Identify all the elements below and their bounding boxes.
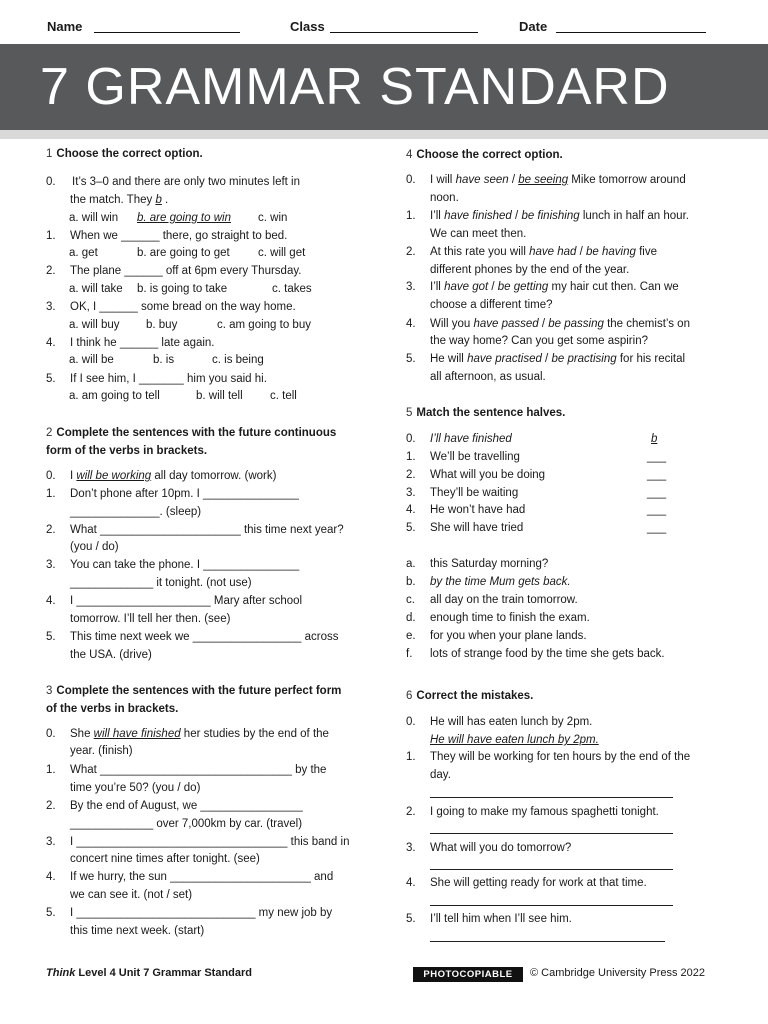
s6-item-number: 4. — [406, 877, 416, 889]
s6-item-text: I’ll tell him when I’ll see him. — [430, 913, 572, 925]
photocopiable-badge: PHOTOCOPIABLE — [413, 967, 523, 982]
s6-item-number: 3. — [406, 842, 416, 854]
s1-item-number: 1. — [46, 230, 56, 242]
s5-example-answer: b — [651, 433, 658, 445]
s2-item-text[interactable]: ______________. (sleep) — [70, 506, 202, 518]
s3-item-number: 5. — [46, 907, 56, 919]
s5-answer-blank[interactable]: ___ — [647, 504, 667, 516]
s6-answer-line[interactable] — [430, 833, 673, 834]
s6-item-number: 0. — [406, 716, 416, 728]
s4-item-text[interactable]: I’ll have finished / be finishing lunch in half an hour. — [430, 210, 689, 222]
s5-half-number: 3. — [406, 487, 416, 499]
s4-item-text: We can meet then. — [430, 228, 527, 240]
s1-options: a. will buy b. buy c. am going to buy — [69, 319, 311, 331]
s1-options: a. will win b. are going to win c. win — [69, 212, 288, 224]
s5-half-text: She will have tried — [430, 522, 524, 534]
s2-item-text[interactable]: Don’t phone after 10pm. I _______________ — [70, 488, 299, 500]
s2-item-text[interactable]: What ______________________ this time next year? — [70, 524, 344, 536]
s5-ending-letter: b. — [406, 576, 416, 588]
s1-item-number: 0. — [46, 176, 56, 188]
s2-item-text: the USA. (drive) — [70, 649, 152, 661]
s1-item-text: When we ______ there, go straight to bed. — [70, 230, 288, 242]
s3-item-text: year. (finish) — [70, 745, 133, 757]
s6-item-number: 5. — [406, 913, 416, 925]
s4-item-text: different phones by the end of the year. — [430, 264, 630, 276]
s1-item-number: 4. — [46, 337, 56, 349]
s2-item-number: 0. — [46, 470, 56, 482]
s4-item-text[interactable]: He will have practised / be practising for his recital — [430, 353, 686, 365]
page-title: 7 GRAMMAR STANDARD — [40, 58, 670, 116]
footer-copyright: © Cambridge University Press 2022 — [530, 967, 706, 979]
s2-item-number: 5. — [46, 631, 56, 643]
s6-example-answer: He will have eaten lunch by 2pm. — [430, 734, 599, 746]
s5-ending-letter: d. — [406, 612, 416, 624]
s3-item-number: 1. — [46, 764, 56, 776]
s4-example-answer: be seeing — [518, 174, 569, 186]
s5-answer-blank[interactable]: ___ — [647, 451, 667, 463]
s2-item-number: 3. — [46, 559, 56, 571]
s6-item-text: She will getting ready for work at that time. — [430, 877, 647, 889]
s4-item-number: 3. — [406, 281, 416, 293]
s1-options: a. will take b. is going to take c. takes — [69, 283, 312, 295]
s1-item-text: If I see him, I _______ him you said hi. — [70, 373, 267, 385]
s5-answer-blank[interactable]: ___ — [647, 487, 667, 499]
s5-answer-blank[interactable]: ___ — [647, 522, 667, 534]
s5-ending-text: enough time to finish the exam. — [430, 612, 590, 624]
section-3-instruction: of the verbs in brackets. — [46, 703, 179, 715]
s3-item-text[interactable]: I ____________________________ my new job by — [70, 907, 333, 919]
s2-item-text[interactable]: You can take the phone. I _______________ — [70, 559, 300, 571]
s2-item-text: I will be working all day tomorrow. (work) — [70, 470, 277, 482]
s5-ending-text: lots of strange food by the time she gets back. — [430, 648, 665, 660]
s4-item-number: 2. — [406, 246, 416, 258]
s2-example-answer: will be working — [76, 470, 152, 482]
s6-item-text: They will be working for ten hours by the end of the — [430, 751, 691, 763]
s3-item-text[interactable]: _____________ over 7,000km by car. (travel) — [70, 818, 303, 830]
s4-item-text: I will have seen / be seeing Mike tomorrow around — [430, 174, 686, 186]
s2-item-number: 1. — [46, 488, 56, 500]
s4-item-text[interactable]: I’ll have got / be getting my hair cut then. Can we — [430, 281, 679, 293]
s1-options: a. am going to tell b. will tell c. tell — [69, 390, 297, 402]
s6-item-number: 2. — [406, 806, 416, 818]
s5-ending-text: for you when your plane lands. — [430, 630, 587, 642]
s3-item-text: time you’re 50? (you / do) — [70, 782, 201, 794]
s3-item-text[interactable]: If we hurry, the sun ______________________ and — [70, 871, 334, 883]
s4-item-text[interactable]: At this rate you will have had / be having five — [430, 246, 657, 258]
s1-example-answer: b — [155, 194, 162, 206]
s5-ending-letter: a. — [406, 558, 416, 570]
s5-half-text: What will you be doing — [430, 469, 546, 481]
s6-answer-line[interactable] — [430, 869, 673, 870]
s5-ending-text: all day on the train tomorrow. — [430, 594, 578, 606]
name-label: Name — [47, 19, 83, 34]
s2-item-number: 4. — [46, 595, 56, 607]
s5-ending-letter: c. — [406, 594, 415, 606]
s1-item-text: The plane ______ off at 6pm every Thursday. — [70, 265, 302, 277]
section-1-instruction: 1 Choose the correct option. — [46, 148, 203, 160]
s4-item-number: 0. — [406, 174, 416, 186]
s2-item-text[interactable]: This time next week we _________________ across — [70, 631, 339, 643]
s6-answer-line[interactable] — [430, 905, 673, 906]
s5-half-number: 2. — [406, 469, 416, 481]
s3-item-text[interactable]: What ______________________________ by the — [70, 764, 327, 776]
s4-item-number: 1. — [406, 210, 416, 222]
s3-item-number: 0. — [46, 728, 56, 740]
s2-item-text: (you / do) — [70, 541, 119, 553]
s5-answer-blank[interactable]: ___ — [647, 469, 667, 481]
s3-item-text: we can see it. (not / set) — [70, 889, 193, 901]
s5-ending-text: this Saturday morning? — [430, 558, 549, 570]
s6-item-text: day. — [430, 769, 451, 781]
s6-item-text: What will you do tomorrow? — [430, 842, 572, 854]
s5-half-text: I’ll have finished — [430, 433, 512, 445]
s6-item-text: I going to make my famous spaghetti tonight. — [430, 806, 659, 818]
s5-half-text: We’ll be travelling — [430, 451, 520, 463]
s1-item-text: the match. They b . — [70, 194, 169, 206]
section-4-instruction: 4 Choose the correct option. — [406, 149, 563, 161]
s5-ending-letter: e. — [406, 630, 416, 642]
section-2-instruction: 2 Complete the sentences with the future continuous — [46, 427, 337, 439]
s4-item-text: noon. — [430, 192, 459, 204]
s6-item-number: 1. — [406, 751, 416, 763]
s1-item-number: 5. — [46, 373, 56, 385]
s3-item-text[interactable]: I _________________________________ this band in — [70, 836, 350, 848]
s3-item-number: 4. — [46, 871, 56, 883]
s4-item-text: all afternoon, as usual. — [430, 371, 546, 383]
s2-item-text[interactable]: _____________ it tonight. (not use) — [70, 577, 252, 589]
s4-item-text: the way home? Can you get some aspirin? — [430, 335, 648, 347]
s3-item-text[interactable]: By the end of August, we ________________ — [70, 800, 303, 812]
s5-ending-text: by the time Mum gets back. — [430, 576, 571, 588]
section-2-instruction: form of the verbs in brackets. — [46, 445, 208, 457]
s5-half-text: He won’t have had — [430, 504, 526, 516]
s6-answer-line[interactable] — [430, 941, 665, 942]
s5-half-number: 1. — [406, 451, 416, 463]
s3-item-number: 3. — [46, 836, 56, 848]
s3-item-text: concert nine times after tonight. (see) — [70, 853, 260, 865]
s5-half-number: 5. — [406, 522, 416, 534]
s1-options: a. get b. are going to get c. will get — [69, 247, 306, 259]
s1-item-text: It’s 3–0 and there are only two minutes left in — [72, 176, 301, 188]
s1-options: a. will be b. is c. is being — [69, 354, 264, 366]
s1-item-number: 3. — [46, 301, 56, 313]
s3-item-number: 2. — [46, 800, 56, 812]
section-6-instruction: 6 Correct the mistakes. — [406, 690, 534, 702]
s1-item-number: 2. — [46, 265, 56, 277]
s6-item-text: He will has eaten lunch by 2pm. — [430, 716, 593, 728]
s3-item-text: this time next week. (start) — [70, 925, 205, 937]
s5-half-number: 4. — [406, 504, 416, 516]
class-label: Class — [290, 19, 325, 34]
s3-example-answer: will have finished — [93, 728, 181, 740]
s3-item-text: She will have finished her studies by the end of the — [70, 728, 329, 740]
section-3-instruction: 3 Complete the sentences with the future perfect form — [46, 685, 342, 697]
s5-half-text: They’ll be waiting — [430, 487, 519, 499]
section-5-instruction: 5 Match the sentence halves. — [406, 407, 566, 419]
s4-item-text[interactable]: Will you have passed / be passing the chemist’s on — [430, 318, 690, 330]
s2-item-number: 2. — [46, 524, 56, 536]
s1-item-text: OK, I ______ some bread on the way home. — [70, 301, 296, 313]
s4-item-number: 4. — [406, 318, 416, 330]
s2-item-text[interactable]: I _____________________ Mary after school — [70, 595, 303, 607]
s4-item-text: choose a different time? — [430, 299, 553, 311]
s5-half-number: 0. — [406, 433, 416, 445]
footer-course-info: Think Level 4 Unit 7 Grammar Standard — [46, 967, 253, 979]
s5-ending-letter: f. — [406, 648, 413, 660]
date-label: Date — [519, 19, 548, 34]
s6-answer-line[interactable] — [430, 797, 673, 798]
s4-item-number: 5. — [406, 353, 416, 365]
s1-item-text: I think he ______ late again. — [70, 337, 215, 349]
s2-item-text: tomorrow. I’ll tell her then. (see) — [70, 613, 231, 625]
